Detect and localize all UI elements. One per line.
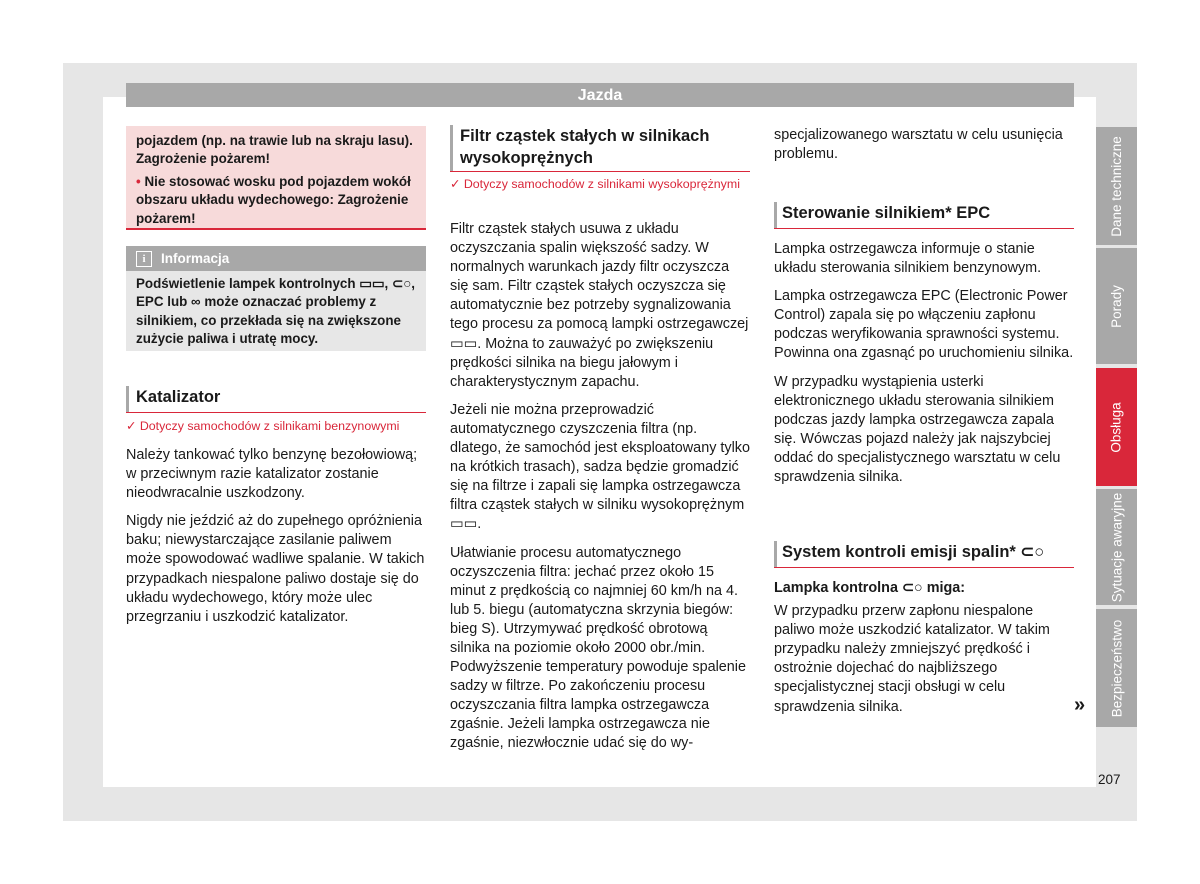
subheading: Lampka kontrolna ⊂○ miga: (774, 580, 966, 596)
section-marker (126, 386, 129, 412)
applies-note: ✓ Dotyczy samochodów z silnikami wysokoprężnymi (450, 177, 740, 191)
chapter-header: Jazda (126, 83, 1074, 107)
tab-label: Porady (1109, 284, 1124, 328)
section-katalizator (126, 386, 426, 413)
paragraph: Filtr cząstek stałych usuwa z układu oczyszczania spalin większość sadzy. W normalnych warunkach jazdy filtr oczyszcza się sam. Filtr cząstek stałych oczyszcza się automatycznie bez potrzeby sygnalizowania tego procesu za pomocą lampki ostrzegawczej ▭▭. Można to zauważyć po zwiększeniu prędkości silnika na biegu jałowym i charakterystycznym zapachu. (450, 221, 749, 390)
info-body: Podświetlenie lampek kontrolnych ▭▭, ⊂○, EPC lub ∞ może oznaczać problemy z silnikiem, co przekłada się na zwiększone zużycie paliwa i utratę mocy. (136, 276, 416, 347)
tab-label: Dane techniczne (1109, 135, 1125, 237)
sterowanie-text (774, 240, 1074, 496)
warning-text-2: Nie stosować wosku pod pojazdem wokół obszaru układu wydechowego: Zagrożenie pożarem! (136, 173, 411, 226)
tab-label: Bezpieczeństwo (1109, 619, 1124, 717)
paragraph: Lampka ostrzegawcza EPC (Electronic Power Control) zapala się po włączeniu zapłonu podczas weryfikowania sprawności systemu. Powinna ona zgasnąć po uruchomieniu silnika. (774, 288, 1074, 362)
paragraph: W przypadku wystąpienia usterki elektronicznego układu sterowania silnikiem podczas jazdy lampka ostrzegawcza zapala się. Wówczas pojazd należy jak najszybciej oddać do specjalistycznego warsztatu w celu sprawdzenia silnika. (774, 373, 1061, 486)
filtr-text (450, 220, 750, 763)
emisja-text (774, 579, 1074, 726)
section-marker (774, 541, 777, 567)
section-title: System kontroli emisji spalin* ⊂○ (782, 543, 1045, 561)
section-title: Sterowanie silnikiem* EPC (782, 204, 991, 222)
tab-label: Sytuacje awaryjne (1109, 492, 1124, 602)
tab-dane-techniczne[interactable] (1096, 127, 1137, 245)
tab-bezpieczenstwo[interactable] (1096, 609, 1137, 727)
paragraph: Jeżeli nie można przeprowadzić automatycznego czyszczenia filtra (np. dlatego, że samochód jest eksploatowany tylko na krótkich trasach), sadza będzie gromadzić się na filtrze i zapali się lampka ostrzegawcza filtra cząstek stałych w silniku wysokoprężnym ▭▭. (450, 401, 750, 533)
paragraph: Lampka ostrzegawcza informuje o stanie układu sterowania silnikiem benzynowym. (774, 241, 1042, 277)
page-number: 207 (1098, 772, 1121, 787)
tab-sytuacje-awaryjne[interactable] (1096, 489, 1137, 605)
info-title: Informacja (161, 251, 230, 266)
section-marker (450, 125, 453, 171)
section-filtr (450, 125, 750, 172)
info-box (126, 246, 426, 351)
applies-note: ✓ Dotyczy samochodów z silnikami benzynowymi (126, 419, 400, 433)
warning-text-1: pojazdem (np. na trawie lub na skraju lasu). Zagrożenie pożarem! (136, 133, 413, 167)
paragraph: Nigdy nie jeździć aż do zupełnego opróżnienia baku; niewystarczające zasilanie paliwem może spowodować wadliwe spalanie. W takich przypadkach niespalone paliwo dostaje się do układu wydechowego, który może ulec przegrzaniu i uszkodzić katalizator. (126, 513, 425, 625)
info-icon: i (136, 251, 152, 267)
bullet-icon: • (136, 173, 141, 189)
section-marker (774, 202, 777, 228)
warning-item (136, 173, 416, 228)
section-title: Filtr cząstek stałych w silnikach wysokoprężnych (460, 127, 710, 167)
tab-obsluga[interactable] (1096, 368, 1137, 486)
section-title: Katalizator (136, 388, 221, 406)
continuation-text (774, 126, 1074, 173)
info-header (126, 246, 426, 271)
paragraph: Ułatwianie procesu automatycznego oczyszczenia filtra: jechać przez około 15 minut z prędkością co najmniej 60 km/h na 4. lub 5. biegu (automatyczna skrzynia biegów: bieg S). Utrzymywać prędkość obrotową silnika na poziomie około 2000 obr./min. Podwyższenie temperatury powoduje spalenie sadzy w filtrze. Po zakończeniu procesu oczyszczania filtra lampka ostrzegawcza zgaśnie. Jeżeli lampka ostrzegawcza nie zgaśnie, niezwłocznie udać się do wy- (450, 544, 746, 752)
continue-arrow-icon: » (1074, 694, 1086, 716)
paragraph: W przypadku przerw zapłonu niespalone paliwo może uszkodzić katalizator. W takim przypadku należy zmniejszyć prędkość i ostrożnie dojechać do najbliższego specjalistycznej stacji obsługi w celu sprawdzenia silnika. (774, 603, 1050, 715)
tab-porady[interactable] (1096, 248, 1137, 364)
katalizator-text (126, 446, 426, 636)
tab-label: Obsługa (1109, 401, 1125, 453)
paragraph: specjalizowanego warsztatu w celu usunięcia problemu. (774, 127, 1063, 163)
warning-box (126, 126, 426, 230)
paragraph: Należy tankować tylko benzynę bezołowiową; w przeciwnym razie katalizator zostanie nieodwracalnie uszkodzony. (126, 447, 418, 502)
section-sterowanie (774, 202, 1074, 229)
section-emisja (774, 541, 1074, 568)
